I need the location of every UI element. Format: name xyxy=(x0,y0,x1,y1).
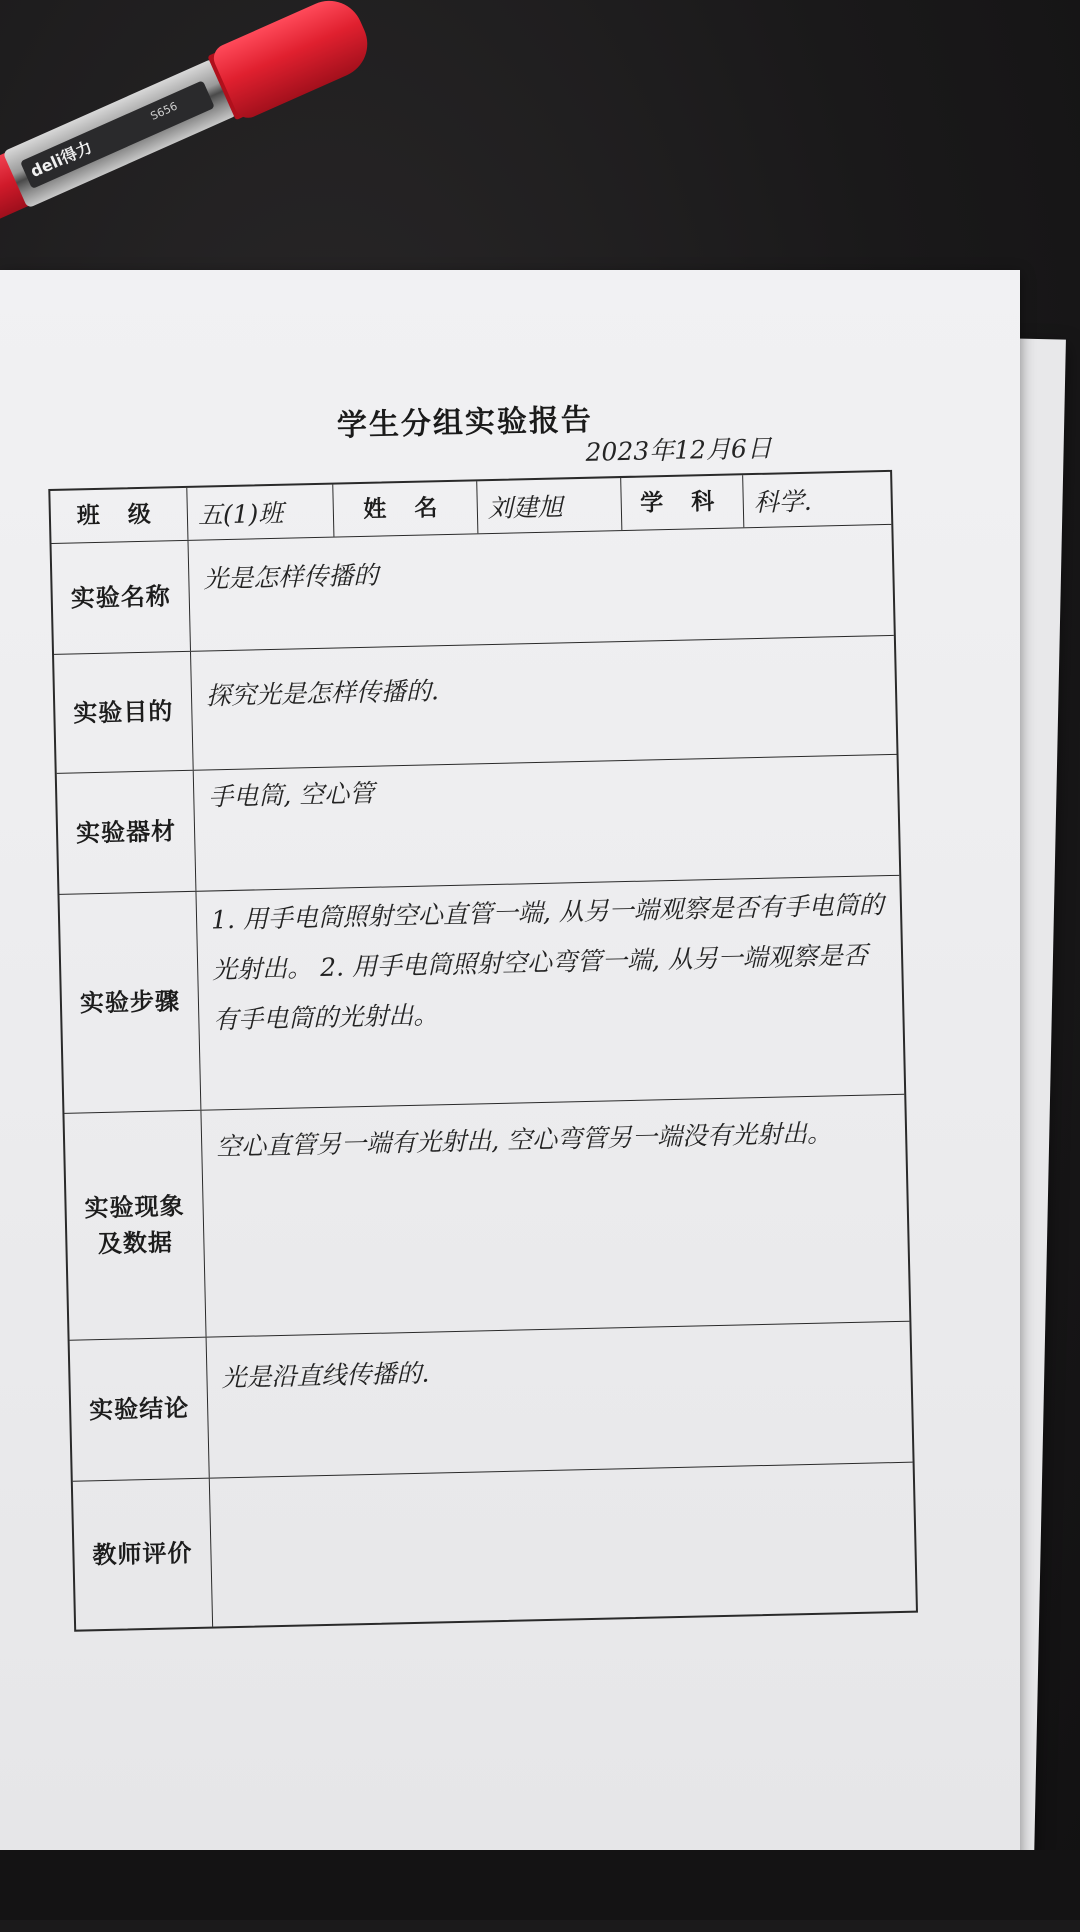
subject-label: 学 科 xyxy=(620,475,743,530)
row-label: 实验步骤 xyxy=(79,987,181,1018)
row-content: 光是沿直线传播的. xyxy=(206,1322,913,1478)
class-label: 班 级 xyxy=(76,501,162,530)
row-content: 探究光是怎样传播的. xyxy=(190,636,896,770)
row-label: 实验器材 xyxy=(75,817,177,848)
name-label: 姓 名 xyxy=(332,481,477,536)
table-row xyxy=(59,875,904,1113)
row-content xyxy=(209,1463,916,1627)
name-value: 刘建旭 xyxy=(476,478,621,533)
row-label: 教师评价 xyxy=(92,1539,193,1570)
table-row xyxy=(57,754,900,894)
table-row xyxy=(70,1321,913,1481)
class-value: 五(1)班 xyxy=(186,485,333,540)
row-content: 1. 用手电筒照射空心直管一端, 从另一端观察是否有手电筒的光射出。 2. 用手电筒照射空心弯管一端, 从另一端观察是否有手电筒的光射出。 xyxy=(195,876,904,1110)
row-label: 实验名称 xyxy=(70,582,172,613)
table-row xyxy=(64,1094,909,1340)
table-row xyxy=(73,1462,916,1630)
row-content: 光是怎样传播的 xyxy=(187,525,893,651)
table-row xyxy=(52,524,894,654)
table-row xyxy=(54,635,896,773)
pen-brand: deli得力 xyxy=(27,137,95,182)
row-content: 手电筒, 空心管 xyxy=(193,755,900,891)
subject-value: 科学. xyxy=(742,472,891,527)
row-label: 实验现象及数据 xyxy=(84,1192,185,1259)
row-label: 实验结论 xyxy=(88,1394,190,1425)
row-label: 实验目的 xyxy=(73,697,174,728)
pen-model: S656 xyxy=(148,99,180,123)
report-title: 学生分组实验报告 xyxy=(336,402,594,444)
row-content: 空心直管另一端有光射出, 空心弯管另一端没有光射出。 xyxy=(200,1095,909,1337)
report-date: 2023年12月6日 xyxy=(585,433,773,467)
report-table xyxy=(48,470,918,1632)
